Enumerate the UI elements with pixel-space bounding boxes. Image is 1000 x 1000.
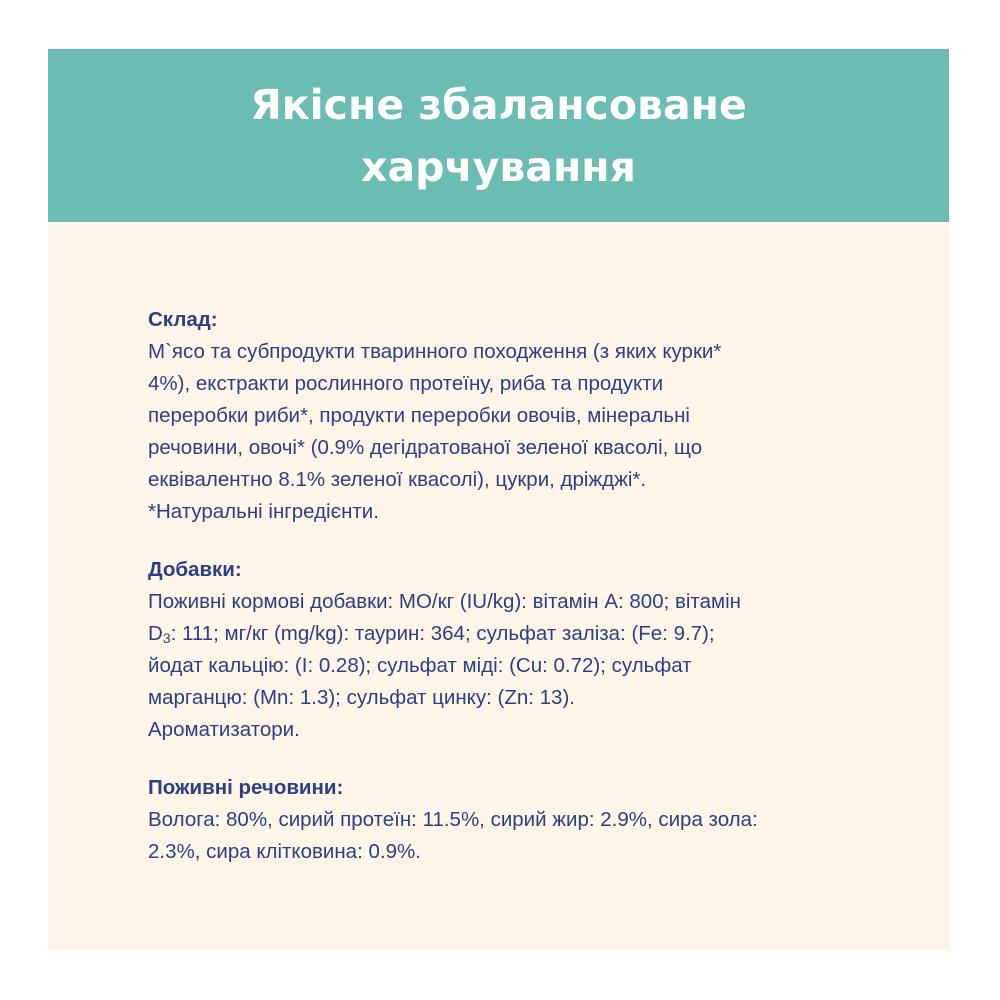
composition-line: еквівалентно 8.1% зеленої квасолі), цукри, дріжджі*. (148, 468, 647, 491)
composition-line: речовини, овочі* (0.9% дегідратованої зеленої квасолі, що (148, 436, 703, 459)
product-info-card (48, 49, 949, 950)
title-line: харчування (361, 142, 636, 191)
page-title (109, 74, 889, 198)
composition-line: *Натуральні інгредієнти. (148, 500, 379, 523)
title-line: Якісне збалансоване (250, 80, 747, 129)
content-area (148, 304, 868, 894)
additives-heading: Добавки: (148, 558, 242, 581)
composition-line: 4%), екстракти рослинного протеїну, риба та продукти (148, 372, 664, 395)
composition-section (148, 304, 868, 528)
composition-line: переробки риби*, продукти переробки овочів, мінеральні (148, 404, 690, 427)
nutrients-line: 2.3%, сира клітковина: 0.9%. (148, 840, 421, 863)
nutrients-line: Волога: 80%, сирий протеїн: 11.5%, сирий жир: 2.9%, сира зола: (148, 808, 758, 831)
composition-line: М`ясо та субпродукти тваринного походження (з яких курки* (148, 340, 722, 363)
additives-line: Ароматизатори. (148, 718, 300, 741)
additives-section (148, 554, 868, 746)
header-banner (48, 49, 949, 222)
vitamin-d-subscript: 3 (162, 630, 171, 646)
additives-line: Поживні кормові добавки: МО/кг (IU/kg): вітамін А: 800; вітамін (148, 590, 741, 613)
vitamin-d-label: D (148, 622, 163, 645)
additives-line: йодат кальцію: (I: 0.28); сульфат міді: (Cu: 0.72); сульфат (148, 654, 692, 677)
additives-line-rest: : 111; мг/кг (mg/kg): таурин: 364; сульфат заліза: (Fe: 9.7); (170, 622, 715, 645)
composition-heading: Склад: (148, 308, 218, 331)
additives-line: марганцю: (Mn: 1.3); сульфат цинку: (Zn: 13). (148, 686, 575, 709)
additives-line (148, 618, 868, 650)
nutrients-section (148, 772, 868, 868)
nutrients-heading: Поживні речовини: (148, 776, 344, 799)
